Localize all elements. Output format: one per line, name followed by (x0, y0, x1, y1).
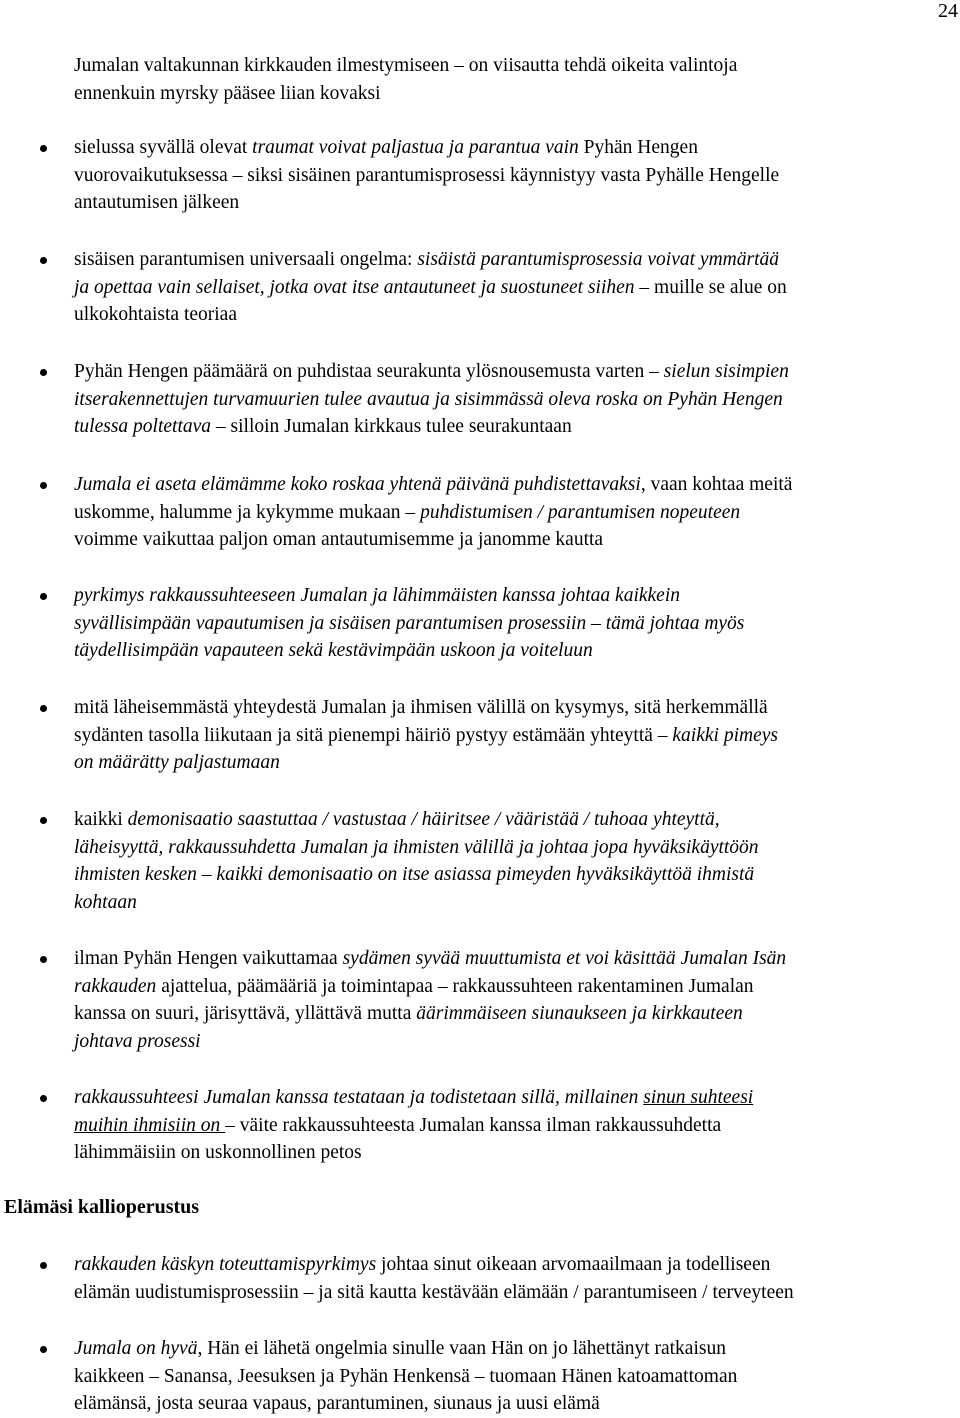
italic-run: pyrkimys rakkaussuhteeseen Jumalan ja lähimmäisten kanssa johtaa kaikkein (74, 585, 680, 606)
intro-line-2: ennenkuin myrsky pääsee liian kovaksi (74, 82, 381, 104)
bullet-item-7 (74, 806, 958, 916)
italic-run: rakkaussuhteesi Jumalan kanssa testataan ja todistetaan sillä, millainen (74, 1087, 644, 1108)
bullet-item-9 (74, 1084, 958, 1167)
intro-line-1: Jumalan valtakunnan kirkkauden ilmestymiseen – on viisautta tehdä oikeita valintoja (74, 55, 738, 76)
text-run: , Hän ei lähetä ongelmia sinulle vaan Hän on jo lähettänyt ratkaisun (197, 1338, 726, 1359)
text-run: sisäisen parantumisen universaali ongelma: (74, 249, 418, 270)
bullet-item-10 (74, 1251, 958, 1306)
bullet-icon (38, 703, 50, 715)
italic-run: kohtaan (74, 891, 137, 913)
italic-run: sydämen syvää muuttumista et voi käsittää Jumalan Isän (342, 948, 787, 969)
text-line: ulkokohtaista teoriaa (74, 304, 237, 326)
bullet-item-3 (74, 358, 958, 441)
italic-run: ja opettaa vain sellaiset, jotka ovat itse antautuneet ja suostuneet siihen (74, 276, 635, 298)
bullet-icon (38, 1344, 50, 1356)
page-number: 24 (938, 0, 958, 22)
text-run: – muille se alue on (634, 276, 787, 298)
text-run: – väite rakkaussuhteesta Jumalan kanssa ilman rakkaussuhdetta (225, 1114, 722, 1136)
bullet-icon (38, 143, 50, 155)
text-run: ajattelua, päämääriä ja toimintapaa – rakkaussuhteen rakentaminen Jumalan (156, 975, 754, 997)
section-heading: Elämäsi kallioperustus (4, 1196, 200, 1218)
italic-run: Jumala ei aseta elämämme koko roskaa yhtenä päivänä puhdistettavaksi (74, 474, 641, 495)
text-run: uskomme, halumme ja kykymme mukaan – (74, 501, 421, 523)
bullet-icon (38, 591, 50, 603)
bullet-item-11 (74, 1335, 958, 1418)
bullet-icon (38, 1093, 50, 1105)
bullet-item-4 (74, 471, 958, 554)
text-line: lähimmäisiin on uskonnollinen petos (74, 1142, 362, 1164)
bullet-icon (38, 1260, 50, 1272)
italic-run: syvällisimpään vapautumisen ja sisäisen parantumisen prosessiin – tämä johtaa myös (74, 612, 745, 634)
bullet-icon (38, 954, 50, 966)
bullet-icon (38, 815, 50, 827)
text-line: voimme vaikuttaa paljon oman antautumisemme ja janomme kautta (74, 529, 604, 551)
text-run: sydänten tasolla liikutaan ja sitä pienempi häiriö pystyy estämään yhteyttä – (74, 724, 673, 746)
italic-run: äärimmäiseen siunaukseen ja kirkkauteen (416, 1003, 743, 1025)
text-line: elämän uudistumisprosessiin – ja sitä kautta kestävään elämään / parantumiseen / terveyteen (74, 1281, 794, 1303)
text-run: ilman Pyhän Hengen vaikuttamaa (74, 948, 343, 969)
bullet-item-8 (74, 945, 958, 1055)
italic-run: johtava prosessi (74, 1030, 201, 1052)
italic-run: sielun sisimpien (663, 361, 789, 382)
text-run: Pyhän Hengen päämäärä on puhdistaa seurakunta ylösnousemusta varten – (74, 361, 664, 382)
italic-run: rakkauden käskyn toteuttamispyrkimys (74, 1254, 377, 1275)
bullet-icon (38, 480, 50, 492)
text-run: – silloin Jumalan kirkkaus tulee seurakuntaan (211, 416, 572, 438)
text-line: antautumisen jälkeen (74, 192, 240, 214)
text-run: kaikki (74, 809, 128, 830)
bullet-item-5 (74, 582, 958, 665)
text-run: , vaan kohtaa meitä (640, 474, 793, 495)
bullet-icon (38, 255, 50, 267)
underlined-run: sinun suhteesi (643, 1087, 754, 1108)
bullet-item-2 (74, 246, 958, 329)
italic-run: kaikki pimeys (672, 724, 778, 746)
italic-run: ihmisten kesken – kaikki demonisaatio on itse asiassa pimeyden hyväksikäyttöä ihmistä (74, 864, 755, 886)
italic-run: on määrätty paljastumaan (74, 752, 280, 774)
text-run: Pyhän Hengen (578, 137, 698, 158)
text-run: sielussa syvällä olevat (74, 137, 253, 158)
text-run: johtaa sinut oikeaan arvomaailmaan ja todelliseen (376, 1254, 771, 1275)
italic-run: täydellisimpään vapauteen sekä kestävimpään uskoon ja voiteluun (74, 640, 593, 662)
italic-run: itserakennettujen turvamuurien tulee avautua ja sisimmässä oleva roska on Pyhän Hengen (74, 388, 783, 410)
text-line: kaikkeen – Sanansa, Jeesuksen ja Pyhän Henkensä – tuomaan Hänen katoamattoman (74, 1365, 738, 1387)
italic-run: läheisyyttä, rakkaussuhdetta Jumalan ja ihmisten välillä ja johtaa jopa hyväksikäyttöön (74, 836, 759, 858)
italic-run: puhdistumisen / parantumisen nopeuteen (420, 501, 741, 523)
italic-run: demonisaatio saastuttaa / vastustaa / häiritsee / vääristää / tuhoaa yhteyttä, (127, 809, 720, 830)
italic-run: sisäistä parantumisprosessia voivat ymmärtää (417, 249, 779, 270)
italic-run: traumat voivat paljastua ja parantua vain (252, 137, 579, 158)
italic-run: rakkauden (74, 975, 157, 997)
bullet-item-1 (74, 134, 958, 217)
italic-run: Jumala on hyvä (74, 1338, 198, 1359)
text-line: elämänsä, josta seuraa vapaus, parantuminen, siunaus ja uusi elämä (74, 1393, 600, 1415)
text-run: kanssa on suuri, järisyttävä, yllättävä mutta (74, 1003, 417, 1025)
text-line: vuorovaikutuksessa – siksi sisäinen parantumisprosessi käynnistyy vasta Pyhälle Hengelle (74, 164, 780, 186)
underlined-run: muihin ihmisiin on (74, 1114, 226, 1136)
intro-paragraph (74, 52, 958, 107)
italic-run: tulessa poltettava (74, 416, 212, 438)
text-line: mitä läheisemmästä yhteydestä Jumalan ja ihmisen välillä on kysymys, sitä herkemmällä (74, 697, 768, 718)
bullet-item-6 (74, 694, 958, 777)
bullet-icon (38, 367, 50, 379)
